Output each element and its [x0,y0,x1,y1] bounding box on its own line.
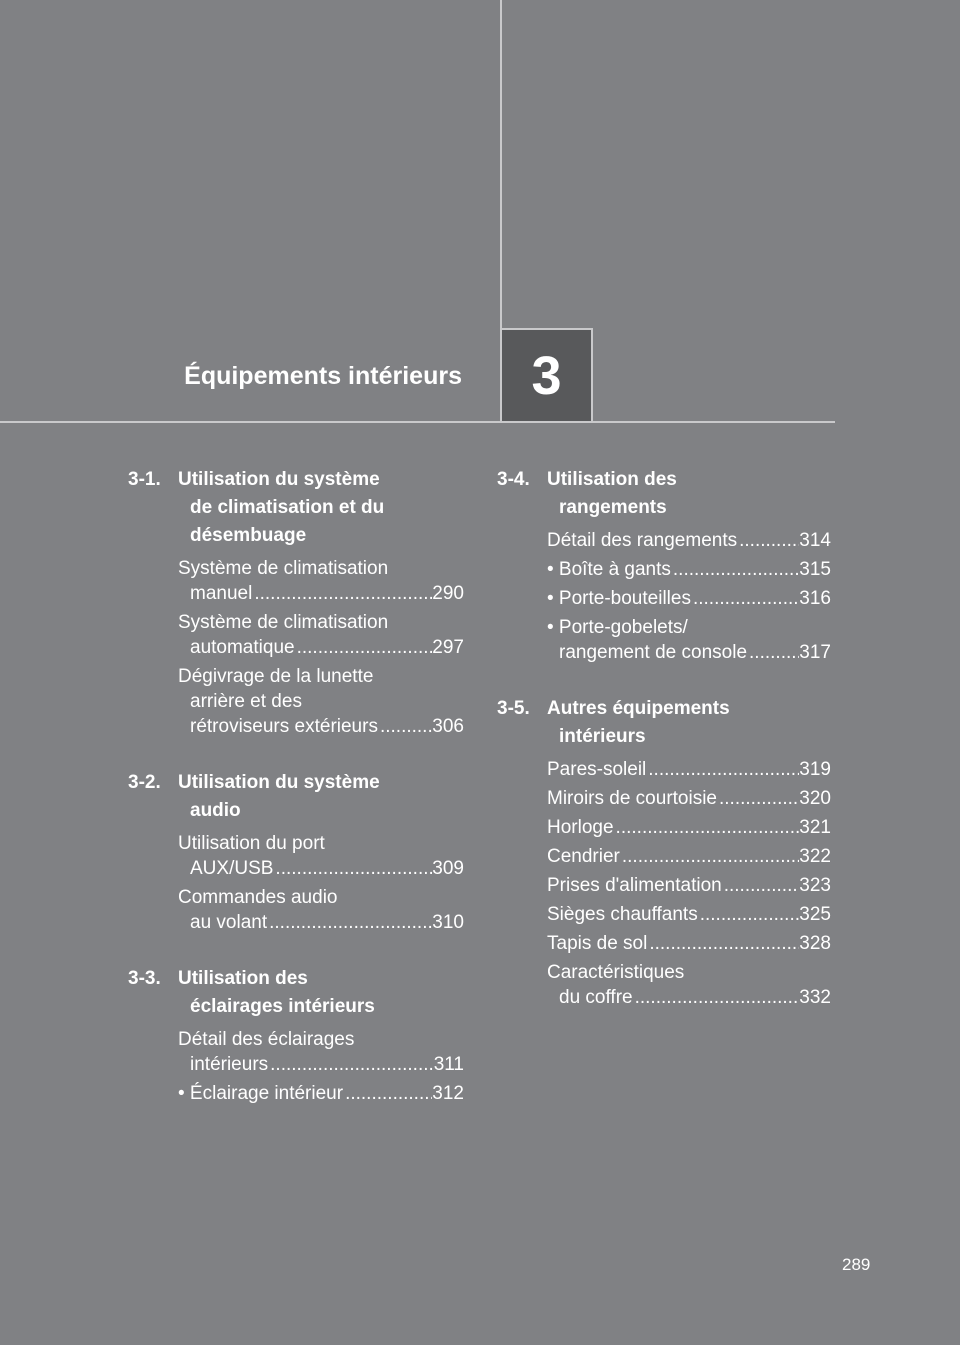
section-heading [128,769,464,825]
section-title-line: Autres équipements [547,698,730,719]
dot-leader [273,856,432,881]
entry-page-number: 306 [432,716,464,737]
section-number: 3-2. [128,772,161,793]
toc-section [128,769,464,935]
entry-leader-line [547,931,831,956]
entry-text: rétroviseurs extérieurs [190,716,378,737]
section-title-line: Utilisation du système [178,772,380,793]
dot-leader [620,844,799,869]
section-title-line: éclairages intérieurs [190,996,375,1017]
toc-right-column [497,466,831,1040]
section-heading [497,466,831,522]
section-title-line: Utilisation des [178,968,308,989]
entry-page-number: 328 [799,933,831,954]
entry-page-number: 311 [433,1054,464,1075]
toc-entry [547,960,831,1010]
entry-page-number: 314 [799,530,831,551]
section-heading [128,965,464,1021]
toc-entry [547,557,831,582]
section-number: 3-3. [128,968,161,989]
section-title-line: Utilisation des [547,469,677,490]
entry-text: AUX/USB [190,858,274,879]
dot-leader [267,910,432,935]
entry-leader-line [178,910,464,935]
entry-text-line: Système de climatisation [178,612,389,633]
entry-text: au volant [190,912,268,933]
section-title-line: audio [190,800,241,821]
entry-leader-line [547,985,831,1010]
entry-leader-line [178,1052,464,1077]
toc-entry [547,615,831,665]
entry-text-line: Utilisation du port [178,833,325,854]
entry-text: Détail des rangements [547,530,738,551]
entry-leader-line [178,635,464,660]
entry-leader-line [178,856,464,881]
dot-leader [647,931,799,956]
entry-page-number: 323 [799,875,831,896]
entry-page-number: 309 [432,858,464,879]
entry-text: Pares-soleil [547,759,647,780]
toc-entry-list [547,757,831,1010]
toc-entry-list [178,556,464,739]
toc-entry [547,528,831,553]
dot-leader [252,581,432,606]
toc-entry [547,873,831,898]
entry-text: Horloge [547,817,614,838]
dot-leader [698,902,800,927]
dot-leader [737,528,799,553]
entry-text: du coffre [559,987,633,1008]
section-title [547,695,831,751]
entry-leader-line [547,902,831,927]
toc-entry [178,885,464,935]
entry-leader-line [547,557,831,582]
toc-entry [547,902,831,927]
entry-text: Sièges chauffants [547,904,698,925]
section-number: 3-4. [497,469,530,490]
entry-page-number: 290 [432,583,464,604]
entry-page-number: 317 [799,642,831,663]
toc-entry [178,1081,464,1106]
toc-entry [547,757,831,782]
entry-page-number: 310 [432,912,464,933]
entry-page-number: 325 [799,904,831,925]
toc-entry [178,664,464,739]
entry-text: automatique [190,637,295,658]
entry-leader-line [547,786,831,811]
entry-page-number: 315 [799,559,831,580]
dot-leader [691,586,799,611]
toc-section [497,695,831,1010]
entry-text: Tapis de sol [547,933,648,954]
dot-leader [722,873,800,898]
entry-text-line: Détail des éclairages [178,1029,355,1050]
entry-page-number: 312 [432,1083,464,1104]
dot-leader [671,557,799,582]
dot-leader [633,985,800,1010]
toc-entry [178,610,464,660]
toc-entry [178,556,464,606]
section-number: 3-5. [497,698,530,719]
entry-page-number: 332 [799,987,831,1008]
section-title-line: de climatisation et du [190,497,385,518]
header-horizontal-rule [0,421,835,423]
section-heading [128,466,464,550]
entry-text: Miroirs de courtoisie [547,788,717,809]
dot-leader [747,640,799,665]
entry-page-number: 322 [799,846,831,867]
toc-entry [178,831,464,881]
toc-entry [547,931,831,956]
toc-left-column [128,466,464,1136]
toc-entry-list [178,1027,464,1106]
entry-text: Cendrier [547,846,620,867]
section-title-line: désembuage [190,525,307,546]
entry-text: intérieurs [190,1054,269,1075]
dot-leader [646,757,799,782]
entry-page-number: 321 [799,817,831,838]
section-title [178,965,464,1021]
toc-section [128,466,464,739]
entry-leader-line [547,873,831,898]
entry-leader-line [547,528,831,553]
chapter-title: Équipements intérieurs [184,362,462,390]
entry-text: Prises d'alimentation [547,875,722,896]
section-heading [497,695,831,751]
entry-text-line: Commandes audio [178,887,338,908]
dot-leader [268,1052,434,1077]
toc-entry [178,1027,464,1077]
chapter-number-tab [500,328,593,421]
entry-leader-line [547,757,831,782]
toc-entry [547,815,831,840]
toc-section [497,466,831,665]
entry-page-number: 320 [799,788,831,809]
entry-text: • Éclairage intérieur [178,1083,344,1104]
entry-text-line: • Porte-gobelets/ [547,617,688,638]
toc-entry [547,844,831,869]
entry-leader-line [547,844,831,869]
entry-leader-line [178,581,464,606]
entry-text-line: Système de climatisation [178,558,389,579]
toc-entry [547,786,831,811]
entry-leader-line [178,714,464,739]
section-title [178,466,464,550]
entry-leader-line [547,640,831,665]
entry-page-number: 319 [799,759,831,780]
entry-text: rangement de console [559,642,748,663]
dot-leader [295,635,433,660]
toc-entry-list [547,528,831,665]
entry-text-line: Dégivrage de la lunette [178,666,374,687]
section-title-line: Utilisation du système [178,469,380,490]
entry-text-line: arrière et des [190,691,302,712]
section-title [547,466,831,522]
toc-section [128,965,464,1106]
dot-leader [614,815,800,840]
section-title-line: rangements [559,497,667,518]
dot-leader [717,786,799,811]
entry-leader-line [547,586,831,611]
page-number: 289 [842,1255,871,1274]
section-title [178,769,464,825]
entry-text: manuel [190,583,253,604]
entry-leader-line [547,815,831,840]
entry-leader-line [178,1081,464,1106]
header-vertical-rule [500,0,502,330]
toc-entry [547,586,831,611]
entry-text: • Porte-bouteilles [547,588,691,609]
dot-leader [343,1081,432,1106]
chapter-number: 3 [531,345,562,406]
entry-text: • Boîte à gants [547,559,671,580]
entry-page-number: 316 [799,588,831,609]
section-number: 3-1. [128,469,161,490]
section-title-line: intérieurs [559,726,646,747]
entry-page-number: 297 [432,637,464,658]
entry-text-line: Caractéristiques [547,962,685,983]
toc-entry-list [178,831,464,935]
dot-leader [378,714,432,739]
